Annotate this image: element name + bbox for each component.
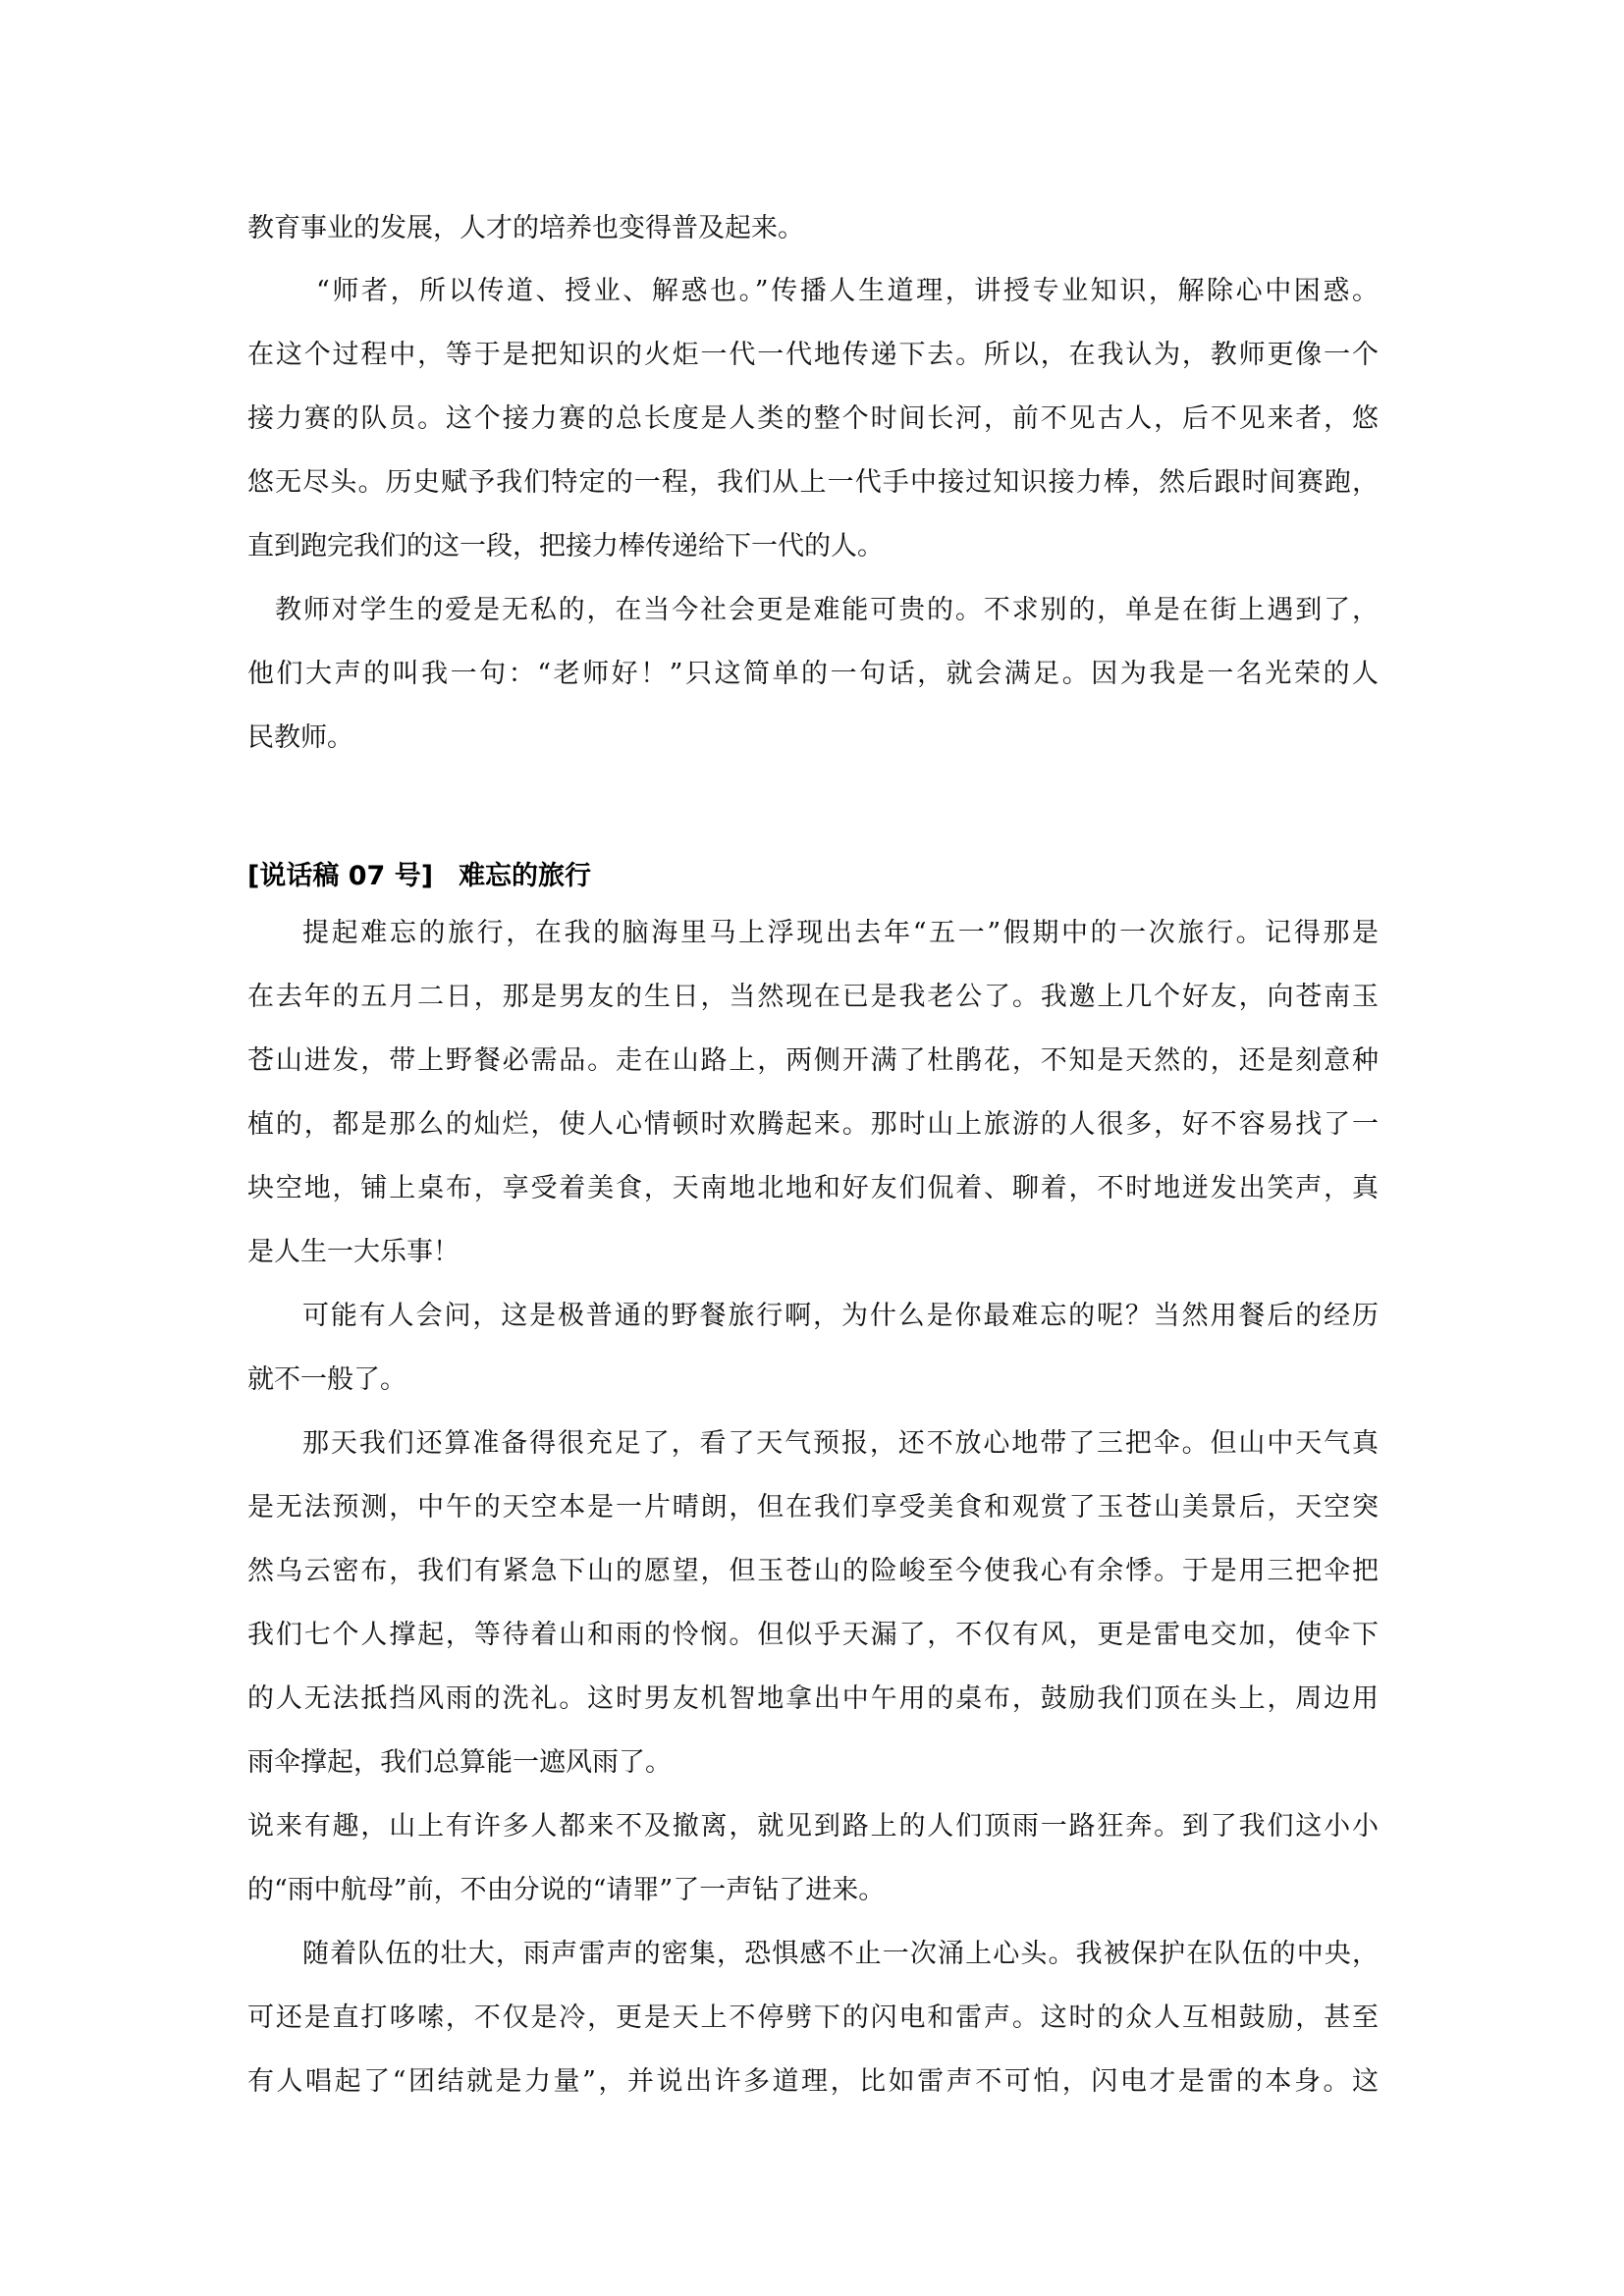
text-line: 直到跑完我们的这一段，把接力棒传递给下一代的人。 bbox=[247, 531, 884, 561]
text-line: 我们七个人撑起，等待着山和雨的怜悯。但似乎天漏了，不仅有风，更是雷电交加，使伞下 bbox=[247, 1620, 1379, 1650]
text-line: 可还是直打哆嗦，不仅是冷，更是天上不停劈下的闪电和雷声。这时的众人互相鼓励，甚至 bbox=[247, 2002, 1379, 2033]
text-line: 然乌云密布，我们有紧急下山的愿望，但玉苍山的险峻至今使我心有余悸。于是用三把伞把 bbox=[247, 1556, 1379, 1586]
text-line: 悠无尽头。历史赋予我们特定的一程，我们从上一代手中接过知识接力棒，然后跟时间赛跑， bbox=[247, 467, 1379, 498]
text-line: 接力赛的队员。这个接力赛的总长度是人类的整个时间长河，前不见古人，后不见来者，悠 bbox=[247, 403, 1379, 434]
text-line: 他们大声的叫我一句：“老师好！”只这简单的一句话，就会满足。因为我是一名光荣的人 bbox=[247, 659, 1379, 689]
heading-label: [说话稿 07 号] bbox=[247, 861, 434, 891]
text-line: 就不一般了。 bbox=[247, 1364, 406, 1395]
text-line: 雨伞撑起，我们总算能一遮风雨了。 bbox=[247, 1747, 672, 1778]
text-line: 说来有趣，山上有许多人都来不及撤离，就见到路上的人们顶雨一路狂奔。到了我们这小小 bbox=[247, 1811, 1379, 1842]
text-line: 有人唱起了“团结就是力量”，并说出许多道理，比如雷声不可怕，闪电才是雷的本身。这 bbox=[247, 2066, 1379, 2097]
text-line: 是无法预测，中午的天空本是一片晴朗，但在我们享受美食和观赏了玉苍山美景后，天空突 bbox=[247, 1492, 1379, 1522]
text-line: 可能有人会问，这是极普通的野餐旅行啊，为什么是你最难忘的呢？当然用餐后的经历 bbox=[302, 1301, 1379, 1331]
text-line: 植的，都是那么的灿烂，使人心情顿时欢腾起来。那时山上旅游的人很多，好不容易找了一 bbox=[247, 1109, 1379, 1140]
text-line: 教育事业的发展，人才的培养也变得普及起来。 bbox=[247, 213, 804, 243]
text-line: 的人无法抵挡风雨的洗礼。这时男友机智地拿出中午用的桌布，鼓励我们顶在头上，周边用 bbox=[247, 1683, 1379, 1714]
text-line: 苍山进发，带上野餐必需品。走在山路上，两侧开满了杜鹃花，不知是天然的，还是刻意种 bbox=[247, 1045, 1379, 1076]
text-line: 块空地，铺上桌布，享受着美食，天南地北地和好友们侃着、聊着，不时地迸发出笑声，真 bbox=[247, 1173, 1379, 1203]
text-line: 提起难忘的旅行，在我的脑海里马上浮现出去年“五一”假期中的一次旅行。记得那是 bbox=[302, 918, 1379, 948]
section-heading bbox=[247, 857, 1379, 896]
text-line: 民教师。 bbox=[247, 722, 353, 753]
text-line: 那天我们还算准备得很充足了，看了天气预报，还不放心地带了三把伞。但山中天气真 bbox=[302, 1428, 1379, 1459]
text-line: “师者，所以传道、授业、解惑也。”传播人生道理，讲授专业知识，解除心中困惑。 bbox=[316, 276, 1379, 306]
heading-title: 难忘的旅行 bbox=[459, 861, 592, 891]
text-line: 在这个过程中，等于是把知识的火炬一代一代地传递下去。所以，在我认为，教师更像一个 bbox=[247, 340, 1379, 370]
text-line: 是人生一大乐事！ bbox=[247, 1237, 460, 1267]
text-line: 在去年的五月二日，那是男友的生日，当然现在已是我老公了。我邀上几个好友，向苍南玉 bbox=[247, 982, 1379, 1012]
text-line: 随着队伍的壮大，雨声雷声的密集，恐惧感不止一次涌上心头。我被保护在队伍的中央， bbox=[302, 1939, 1379, 1969]
text-line: 教师对学生的爱是无私的，在当今社会更是难能可贵的。不求别的，单是在街上遇到了， bbox=[275, 595, 1379, 625]
text-line: 的“雨中航母”前，不由分说的“请罪”了一声钻了进来。 bbox=[247, 1875, 886, 1905]
